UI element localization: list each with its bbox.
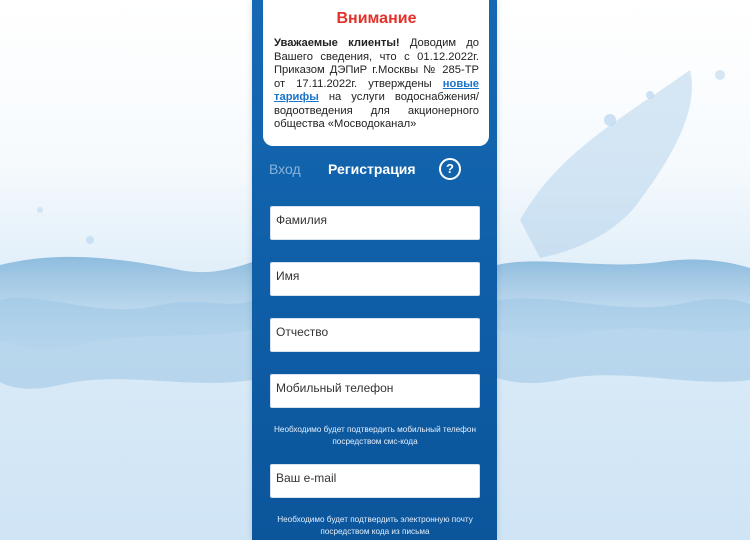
last-name-field[interactable]: Фамилия — [270, 206, 480, 240]
notice-lead: Уважаемые клиенты! — [274, 37, 400, 49]
email-field[interactable]: Ваш e-mail — [270, 464, 480, 498]
phone-hint: Необходимо будет подтвердить мобильный телефон посредством смс-кода — [273, 425, 476, 446]
phone-field[interactable]: Мобильный телефон — [270, 374, 480, 408]
help-icon[interactable]: ? — [439, 158, 461, 180]
first-name-field[interactable]: Имя — [270, 262, 480, 296]
notice-text — [274, 37, 479, 132]
tab-registration[interactable]: Регистрация — [328, 161, 416, 177]
new-tariffs-link[interactable]: новые тарифы — [274, 77, 479, 103]
middle-name-field[interactable]: Отчество — [270, 318, 480, 352]
notice-text-part2: на услуги водоснабжения/ водоотведения для акционерного общества «Мосводоканал» — [274, 91, 479, 130]
tab-login[interactable]: Вход — [269, 161, 301, 177]
email-hint: Необходимо будет подтвердить электронную почту посредством кода из письма — [277, 515, 473, 536]
auth-tabs — [252, 156, 497, 184]
notice-text-part1: Доводим до Вашего сведения, что с 01.12.2022г. Приказом ДЭПиР г.Москвы № 285-ТР от 17.11.2022г. утверждены — [274, 37, 479, 90]
notice-title: Внимание — [336, 10, 417, 27]
notice-card — [263, 0, 489, 146]
